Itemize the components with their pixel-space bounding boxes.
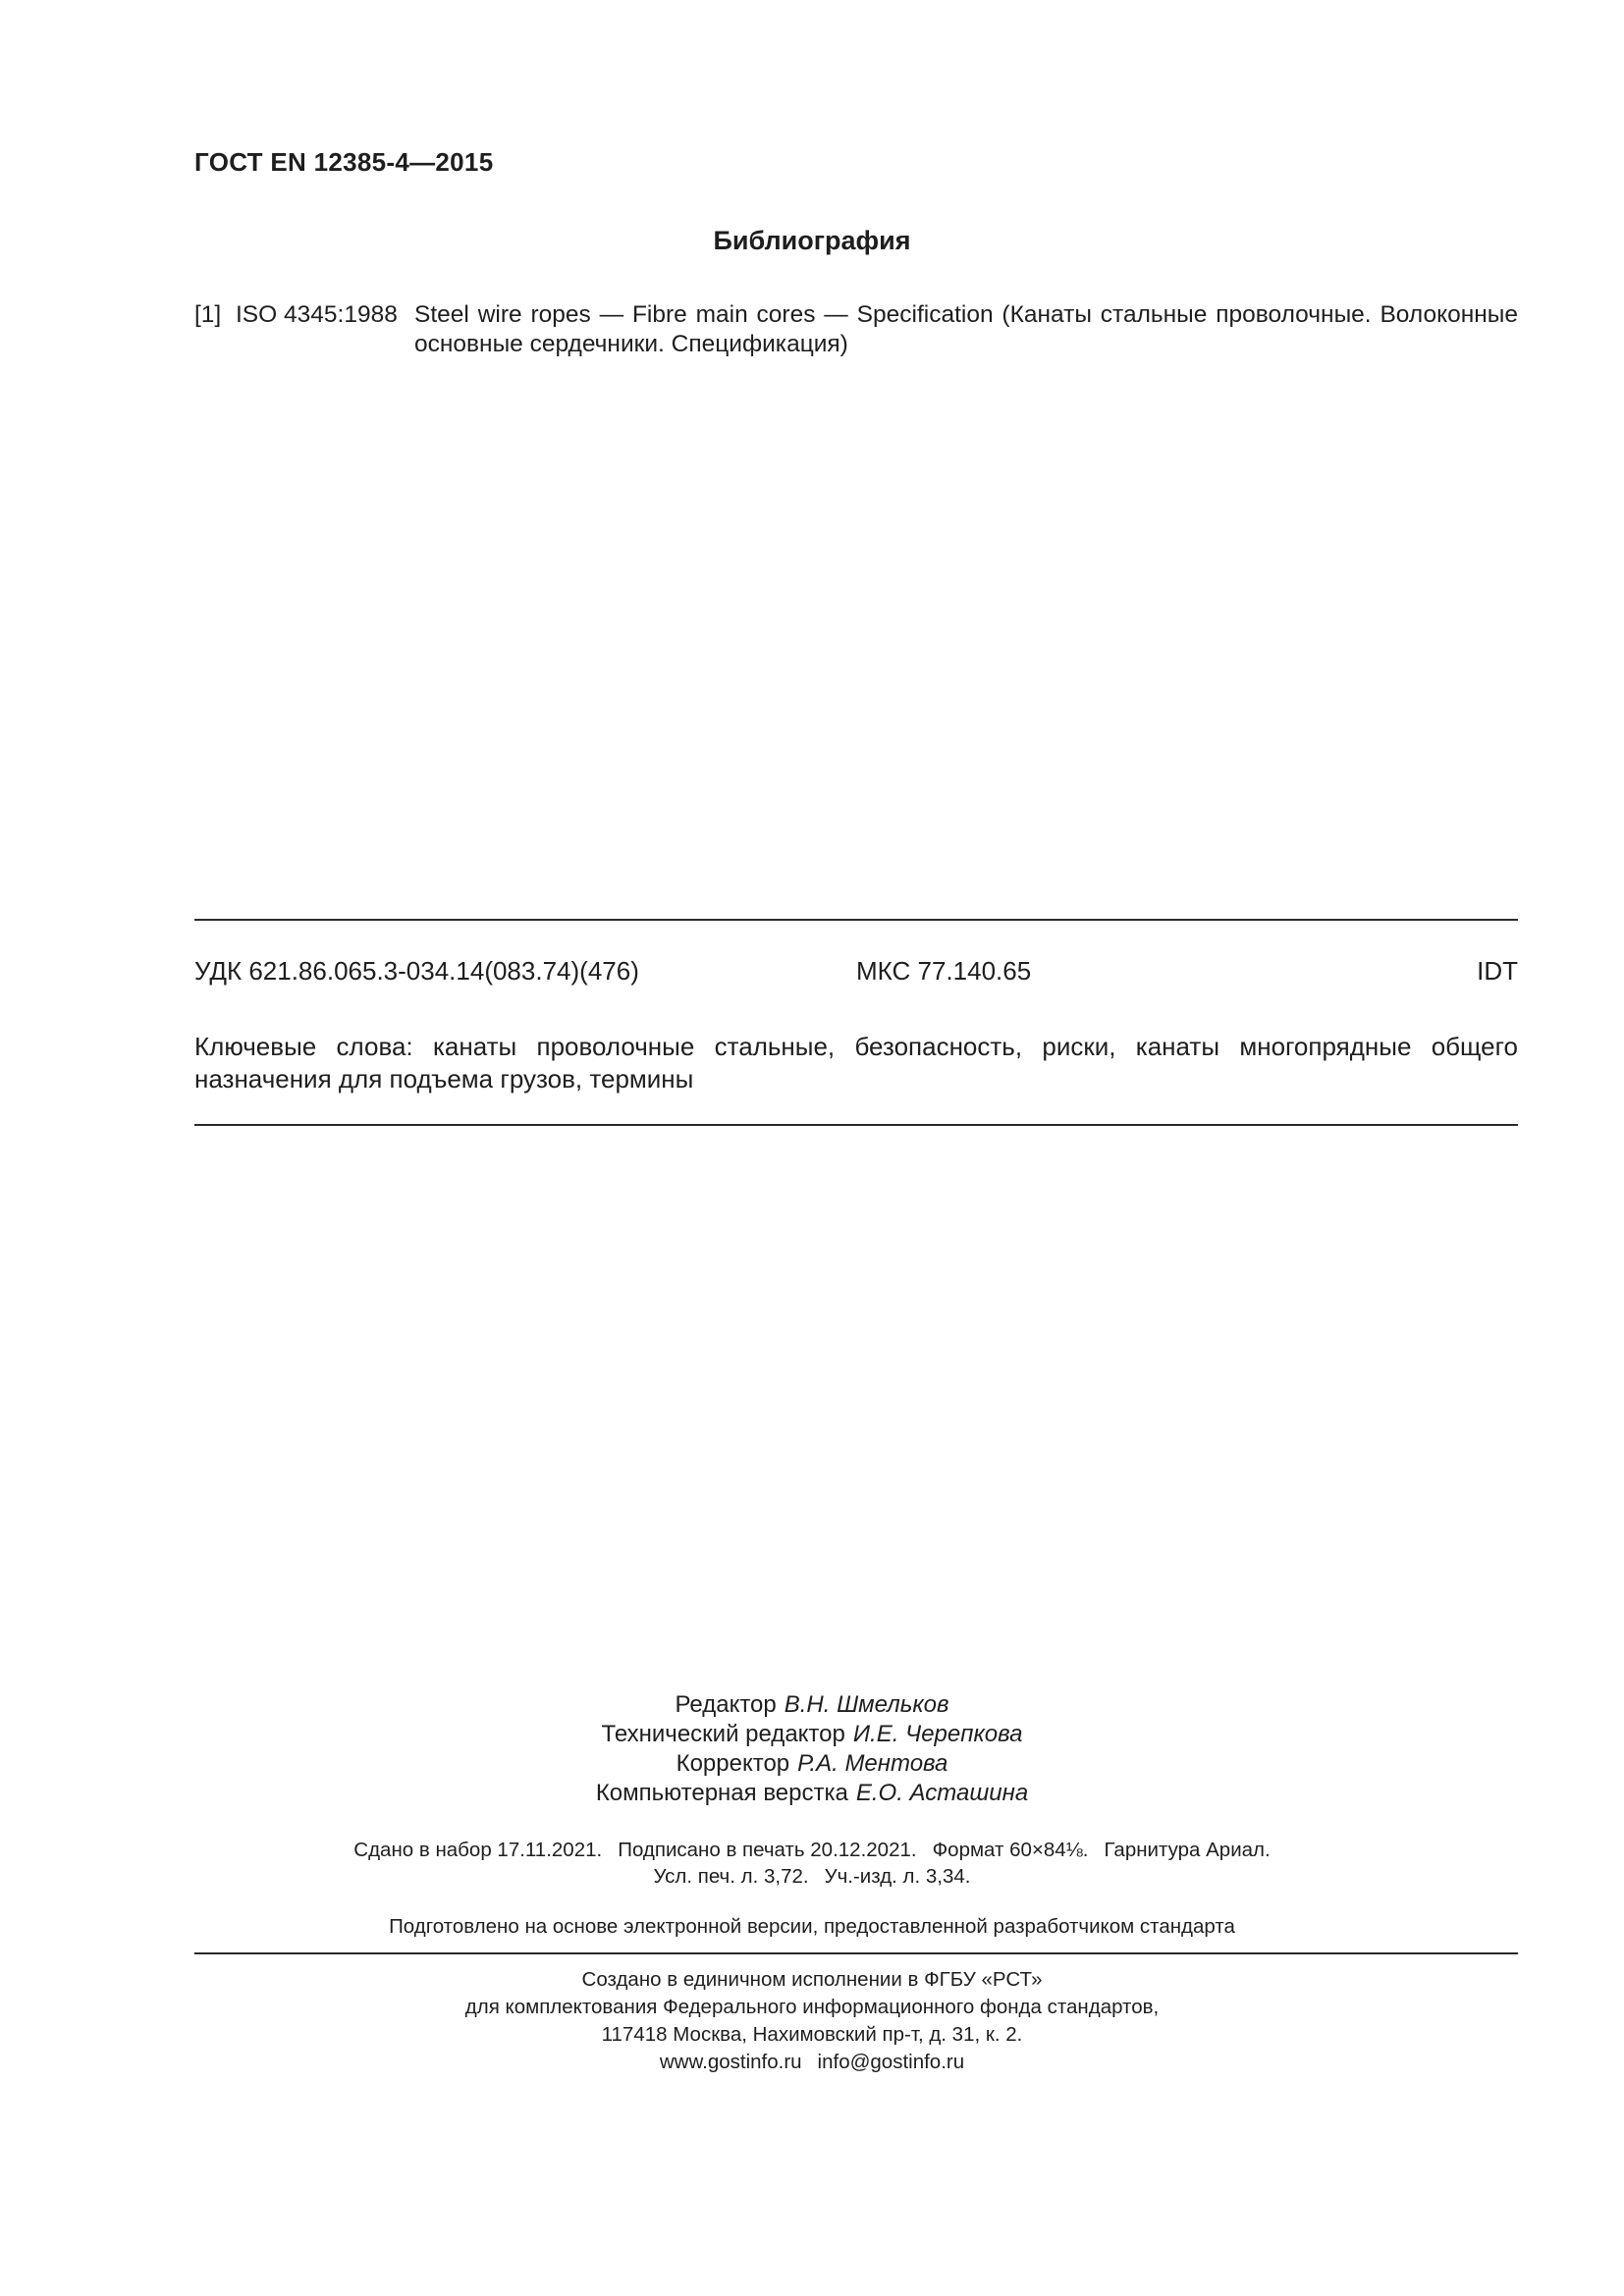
divider-top (194, 919, 1518, 921)
keywords: Ключевые слова: канаты проволочные стальные, безопасность, риски, канаты многопрядные общего назначения для подъема грузов, термины (194, 1032, 1518, 1094)
imprint-typeface: Гарнитура Ариал. (1104, 1839, 1271, 1861)
divider-middle (194, 1124, 1518, 1126)
staff-name: И.Е. Черепкова (852, 1721, 1023, 1747)
imprint-publisher-sheets: Уч.-изд. л. 3,34. (824, 1865, 971, 1888)
created-contacts (0, 2049, 1624, 2076)
staff-line (0, 1720, 1624, 1749)
entry-standard: ISO 4345:1988 (236, 301, 398, 328)
prepared-note: Подготовлено на основе электронной версии, предоставленной разработчиком стандарта (389, 1915, 1235, 1938)
website-link[interactable]: www.gostinfo.ru (659, 2051, 802, 2073)
mks-code: МКС 77.140.65 (856, 956, 1032, 986)
staff-name: В.Н. Шмельков (784, 1691, 949, 1718)
created-block (0, 1966, 1624, 2076)
imprint-block (0, 1837, 1624, 1890)
udk-code: УДК 621.86.065.3-034.14(083.74)(476) (194, 956, 639, 986)
staff-line (0, 1749, 1624, 1779)
staff-name: Р.А. Ментова (797, 1750, 948, 1777)
divider-bottom (194, 1952, 1518, 1954)
entry-number: [1] (194, 301, 222, 328)
staff-role: Технический редактор (601, 1721, 845, 1747)
imprint-line (0, 1837, 1624, 1863)
imprint-line (0, 1863, 1624, 1890)
email-link[interactable]: info@gostinfo.ru (817, 2051, 965, 2073)
staff-role: Корректор (676, 1750, 790, 1777)
imprint-print-sheets: Усл. печ. л. 3,72. (653, 1865, 809, 1888)
staff-role: Компьютерная верстка (595, 1780, 848, 1806)
imprint-submitted: Сдано в набор 17.11.2021. (353, 1839, 603, 1861)
staff-line (0, 1690, 1624, 1720)
imprint-signed: Подписано в печать 20.12.2021. (618, 1839, 917, 1861)
staff-line (0, 1779, 1624, 1808)
idt-label: IDT (1477, 956, 1518, 986)
bibliography-title: Библиография (713, 226, 911, 255)
staff-credits (0, 1690, 1624, 1808)
staff-name: Е.О. Асташина (855, 1780, 1029, 1806)
document-code: ГОСТ EN 12385-4—2015 (194, 147, 494, 177)
created-address: 117418 Москва, Нахимовский пр-т, д. 31, к. 2. (601, 2023, 1023, 2046)
imprint-format: Формат 60×84⅛. (932, 1839, 1089, 1861)
staff-role: Редактор (675, 1691, 777, 1718)
created-line: Создано в единичном исполнении в ФГБУ «РСТ» (581, 1968, 1043, 1991)
created-line: для комплектования Федерального информационного фонда стандартов, (464, 1996, 1160, 2018)
entry-text: Steel wire ropes — Fibre main cores — Specification (Канаты стальные проволочные. Волоконные основные сердечники. Спецификация) (414, 301, 1518, 357)
